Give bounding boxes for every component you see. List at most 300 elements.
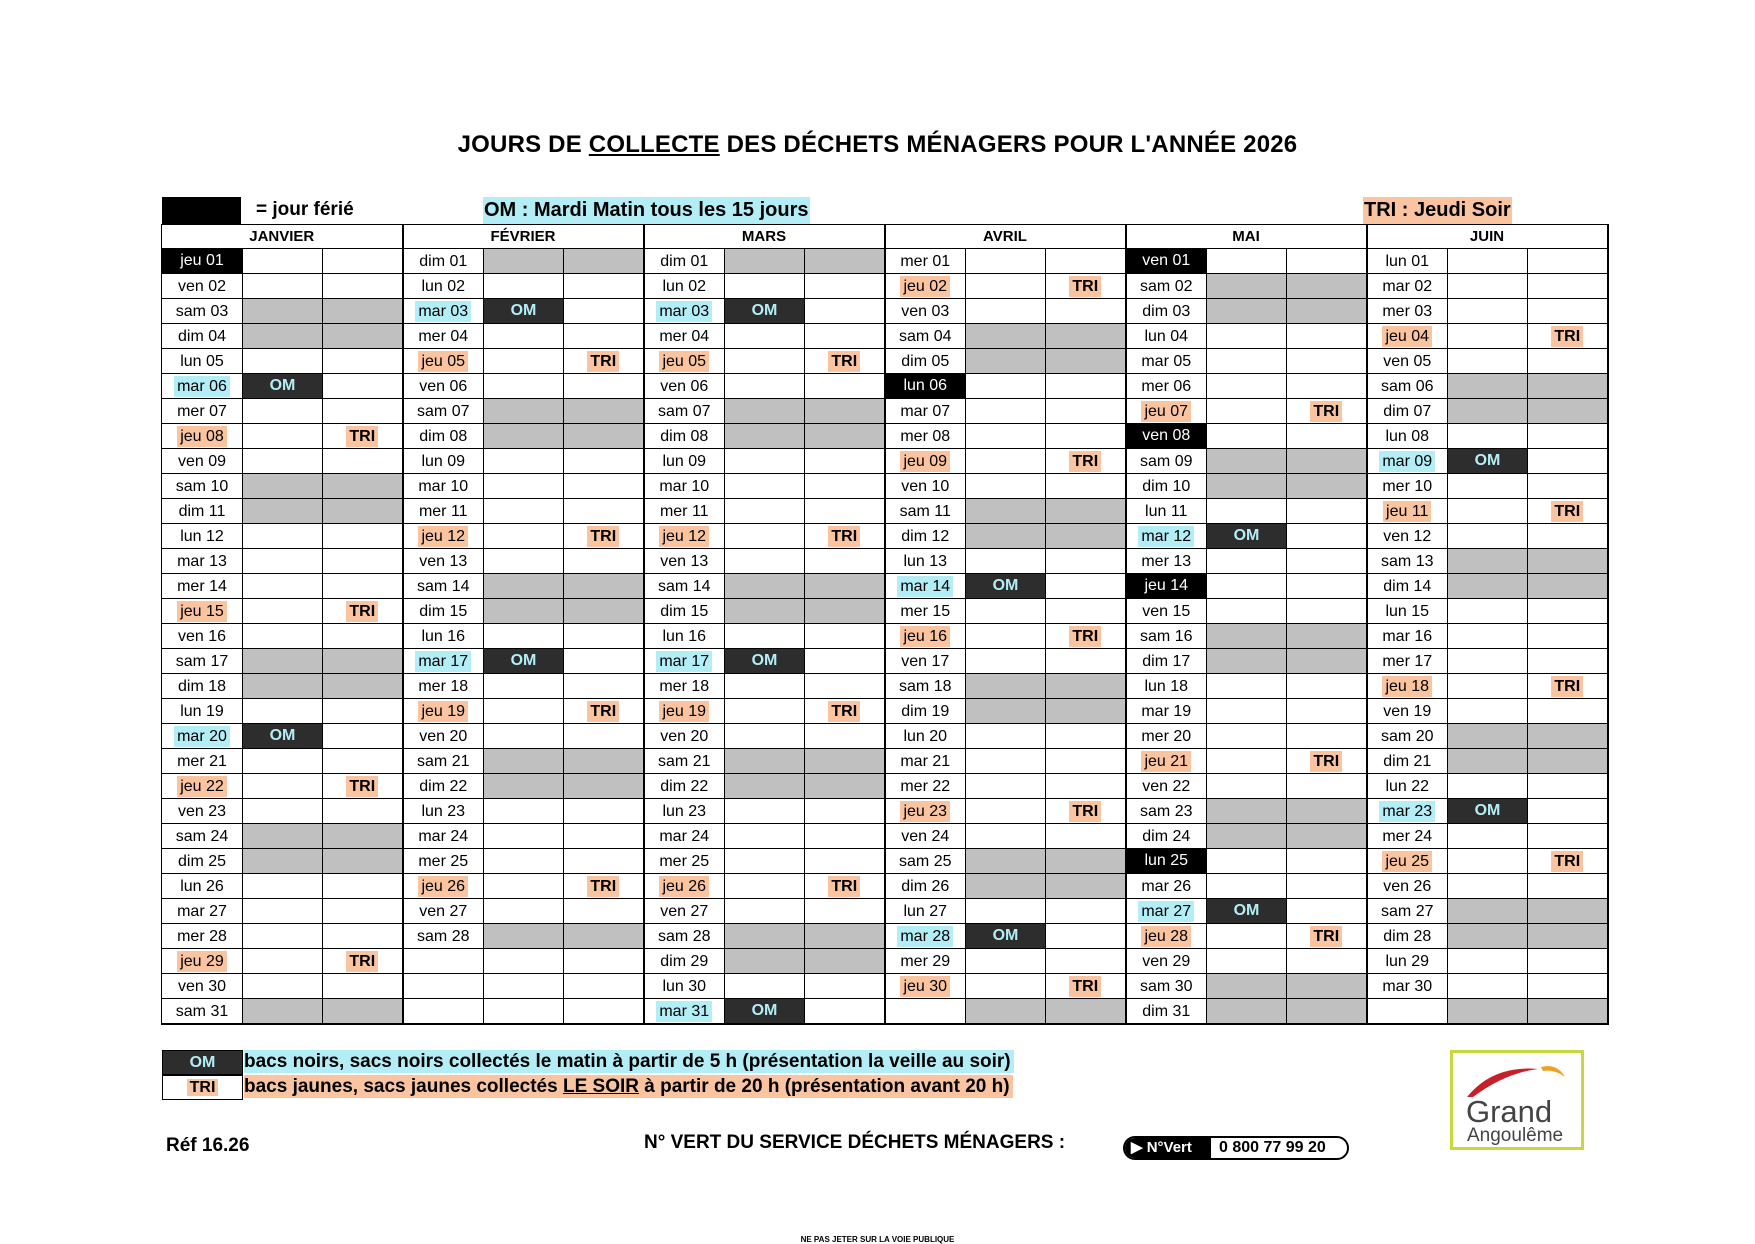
tri-cell (1287, 874, 1367, 899)
om-cell (243, 449, 323, 474)
tri-cell (805, 624, 885, 649)
om-cell (1207, 274, 1287, 299)
day-cell: dim 15 (403, 599, 484, 624)
day-cell: mer 21 (162, 749, 243, 774)
om-cell (966, 999, 1046, 1025)
day-cell: ven 03 (885, 299, 966, 324)
day-cell: mer 17 (1367, 649, 1448, 674)
om-cell (1448, 399, 1528, 424)
day-cell: sam 04 (885, 324, 966, 349)
day-cell: dim 12 (885, 524, 966, 549)
om-cell (1448, 724, 1528, 749)
tri-cell (1528, 524, 1608, 549)
day-cell: dim 28 (1367, 924, 1448, 949)
logo-swoosh-icon (1453, 1053, 1581, 1098)
day-cell: mar 03 (644, 299, 725, 324)
day-cell: mar 21 (885, 749, 966, 774)
om-cell (1448, 774, 1528, 799)
day-cell: ven 30 (162, 974, 243, 999)
om-cell (1448, 824, 1528, 849)
day-cell: jeu 19 (644, 699, 725, 724)
om-cell (725, 849, 805, 874)
table-row (162, 349, 1608, 374)
day-cell: dim 03 (1126, 299, 1207, 324)
om-cell (243, 474, 323, 499)
calendar-table (161, 224, 1609, 1025)
tri-cell (1287, 849, 1367, 874)
day-cell: ven 27 (403, 899, 484, 924)
tri-cell (564, 849, 644, 874)
legend-ferie-swatch (162, 197, 241, 224)
day-cell: mar 10 (403, 474, 484, 499)
key-om-box: OM (162, 1050, 243, 1075)
om-cell (243, 949, 323, 974)
day-cell: mar 30 (1367, 974, 1448, 999)
tri-cell (564, 299, 644, 324)
tri-cell (1287, 424, 1367, 449)
om-cell (1207, 724, 1287, 749)
tri-cell (564, 924, 644, 949)
om-cell: OM (966, 924, 1046, 949)
tri-cell: TRI (323, 949, 403, 974)
om-cell (725, 799, 805, 824)
om-cell (243, 799, 323, 824)
day-cell: mer 14 (162, 574, 243, 599)
om-cell (243, 424, 323, 449)
table-row (162, 899, 1608, 924)
tri-cell (1287, 949, 1367, 974)
day-cell: ven 06 (403, 374, 484, 399)
day-cell: ven 26 (1367, 874, 1448, 899)
om-cell (966, 824, 1046, 849)
day-cell: mer 25 (403, 849, 484, 874)
page-title: JOURS DE COLLECTE DES DÉCHETS MÉNAGERS POUR L'ANNÉE 2026 (457, 131, 1298, 158)
om-cell (966, 624, 1046, 649)
om-cell (484, 974, 564, 999)
om-cell (484, 574, 564, 599)
tri-cell: TRI (1046, 974, 1126, 999)
tri-cell (564, 899, 644, 924)
day-cell: lun 09 (644, 449, 725, 474)
day-cell: mar 19 (1126, 699, 1207, 724)
om-cell (243, 924, 323, 949)
day-cell: jeu 21 (1126, 749, 1207, 774)
om-cell (243, 499, 323, 524)
day-cell: mar 23 (1367, 799, 1448, 824)
om-cell (1207, 499, 1287, 524)
om-cell: OM (243, 724, 323, 749)
om-cell (966, 974, 1046, 999)
om-cell: OM (1448, 449, 1528, 474)
om-cell (1207, 424, 1287, 449)
tri-cell (1528, 249, 1608, 274)
tri-cell (1287, 999, 1367, 1025)
day-cell: ven 20 (644, 724, 725, 749)
tri-cell (323, 474, 403, 499)
tri-cell (1528, 349, 1608, 374)
day-cell: dim 01 (644, 249, 725, 274)
logo-word-grand: Grand (1466, 1094, 1553, 1129)
tri-cell (1528, 999, 1608, 1025)
om-cell (725, 974, 805, 999)
table-row (162, 774, 1608, 799)
table-row (162, 924, 1608, 949)
om-cell (966, 249, 1046, 274)
tri-cell (1046, 499, 1126, 524)
tri-cell (805, 549, 885, 574)
day-cell: mar 31 (644, 999, 725, 1025)
tri-cell (1528, 724, 1608, 749)
day-cell: lun 02 (403, 274, 484, 299)
om-cell (966, 749, 1046, 774)
tri-cell (323, 574, 403, 599)
om-cell (484, 274, 564, 299)
om-cell (484, 349, 564, 374)
tri-cell (564, 674, 644, 699)
day-cell: lun 29 (1367, 949, 1448, 974)
day-cell: jeu 16 (885, 624, 966, 649)
om-cell (1207, 249, 1287, 274)
tri-cell (805, 924, 885, 949)
tri-cell (1528, 399, 1608, 424)
tri-cell (1528, 774, 1608, 799)
key-tri-box: TRI (162, 1075, 243, 1100)
day-cell: sam 16 (1126, 624, 1207, 649)
tri-cell (805, 899, 885, 924)
month-header: MARS (644, 225, 885, 249)
day-cell: lun 19 (162, 699, 243, 724)
day-cell: ven 12 (1367, 524, 1448, 549)
tri-cell (323, 699, 403, 724)
tri-cell: TRI (1046, 274, 1126, 299)
om-cell (725, 674, 805, 699)
legend-om-label: OM : Mardi Matin tous les 15 jours (483, 197, 810, 224)
om-cell (484, 499, 564, 524)
day-cell: mer 25 (644, 849, 725, 874)
tri-cell (564, 999, 644, 1025)
tri-cell (323, 874, 403, 899)
tri-cell (564, 474, 644, 499)
day-cell: lun 23 (644, 799, 725, 824)
om-cell (1448, 524, 1528, 549)
day-cell: sam 14 (644, 574, 725, 599)
tri-cell (805, 474, 885, 499)
tri-cell (805, 949, 885, 974)
day-cell: mer 04 (644, 324, 725, 349)
logo-word-angouleme: Angoulême (1467, 1125, 1564, 1146)
om-cell (243, 649, 323, 674)
month-header: JANVIER (162, 225, 403, 249)
tri-cell: TRI (564, 874, 644, 899)
om-cell (1207, 574, 1287, 599)
tri-cell (323, 899, 403, 924)
om-cell (1207, 324, 1287, 349)
om-cell (243, 974, 323, 999)
om-cell (966, 874, 1046, 899)
day-cell: mer 15 (885, 599, 966, 624)
day-cell: lun 04 (1126, 324, 1207, 349)
om-cell (1448, 299, 1528, 324)
tri-cell (564, 724, 644, 749)
tri-cell (564, 774, 644, 799)
tri-cell (1046, 874, 1126, 899)
tri-cell (1287, 574, 1367, 599)
day-cell: mer 13 (1126, 549, 1207, 574)
om-cell (725, 599, 805, 624)
om-cell (1207, 949, 1287, 974)
om-cell (1207, 974, 1287, 999)
tri-cell (323, 324, 403, 349)
table-row (162, 674, 1608, 699)
day-cell: mar 09 (1367, 449, 1448, 474)
om-cell (1448, 499, 1528, 524)
day-cell: sam 25 (885, 849, 966, 874)
day-cell: mar 13 (162, 549, 243, 574)
om-cell (1207, 374, 1287, 399)
tri-cell (1046, 399, 1126, 424)
om-cell (484, 474, 564, 499)
om-cell (966, 274, 1046, 299)
tri-cell (1287, 249, 1367, 274)
day-cell: sam 14 (403, 574, 484, 599)
day-cell: ven 08 (1126, 424, 1207, 449)
day-cell: lun 20 (885, 724, 966, 749)
tri-cell (1046, 299, 1126, 324)
table-row (162, 749, 1608, 774)
om-cell (725, 549, 805, 574)
tri-cell: TRI (1046, 449, 1126, 474)
om-cell: OM (1448, 799, 1528, 824)
day-cell: ven 05 (1367, 349, 1448, 374)
day-cell: mar 12 (1126, 524, 1207, 549)
tri-cell: TRI (1528, 324, 1608, 349)
om-cell (484, 324, 564, 349)
table-row (162, 849, 1608, 874)
day-cell: sam 28 (403, 924, 484, 949)
table-row (162, 299, 1608, 324)
om-cell (1207, 649, 1287, 674)
day-cell: mer 01 (885, 249, 966, 274)
tri-cell (805, 599, 885, 624)
tri-cell (1287, 474, 1367, 499)
day-cell: lun 08 (1367, 424, 1448, 449)
tri-cell (1528, 924, 1608, 949)
om-cell (1448, 349, 1528, 374)
day-cell: ven 16 (162, 624, 243, 649)
om-cell (966, 799, 1046, 824)
om-cell (1448, 649, 1528, 674)
day-cell: mar 17 (403, 649, 484, 674)
tri-cell (1528, 649, 1608, 674)
day-cell: sam 17 (162, 649, 243, 674)
key-tri-text: bacs jaunes, sacs jaunes collectés LE SOIR à partir de 20 h (présentation avant 20 h) (244, 1075, 1013, 1098)
day-cell (1367, 999, 1448, 1025)
om-cell (725, 524, 805, 549)
tri-cell (323, 724, 403, 749)
om-cell (1207, 824, 1287, 849)
tri-cell (564, 374, 644, 399)
om-cell (725, 374, 805, 399)
tri-cell (1287, 549, 1367, 574)
day-cell: mar 10 (644, 474, 725, 499)
day-cell: jeu 01 (162, 249, 243, 274)
day-cell: jeu 05 (403, 349, 484, 374)
om-cell (1207, 799, 1287, 824)
tri-cell (323, 749, 403, 774)
om-cell (484, 399, 564, 424)
om-cell (966, 849, 1046, 874)
om-cell (725, 699, 805, 724)
table-row (162, 499, 1608, 524)
om-cell (1207, 449, 1287, 474)
om-cell (1448, 949, 1528, 974)
om-cell (1207, 874, 1287, 899)
om-cell (725, 874, 805, 899)
tri-cell (1046, 524, 1126, 549)
om-cell (1448, 674, 1528, 699)
phone-badge (1123, 1136, 1349, 1160)
day-cell: sam 13 (1367, 549, 1448, 574)
day-cell: mar 06 (162, 374, 243, 399)
day-cell: mer 18 (403, 674, 484, 699)
om-cell (1448, 699, 1528, 724)
tri-cell (1046, 424, 1126, 449)
tri-cell (564, 549, 644, 574)
day-cell: mar 27 (162, 899, 243, 924)
om-cell (966, 374, 1046, 399)
tri-cell (1528, 824, 1608, 849)
tri-cell (1528, 274, 1608, 299)
tri-cell (564, 324, 644, 349)
table-row (162, 824, 1608, 849)
tri-cell (1528, 599, 1608, 624)
key-om-text: bacs noirs, sacs noirs collectés le matin à partir de 5 h (présentation la veille au soir) (244, 1050, 1014, 1073)
om-cell (243, 349, 323, 374)
om-cell (243, 774, 323, 799)
om-cell (725, 624, 805, 649)
om-cell (243, 899, 323, 924)
om-cell (725, 474, 805, 499)
om-cell (1448, 374, 1528, 399)
tri-cell (323, 524, 403, 549)
table-row (162, 624, 1608, 649)
day-cell: ven 24 (885, 824, 966, 849)
table-row (162, 649, 1608, 674)
om-cell (966, 349, 1046, 374)
day-cell: dim 05 (885, 349, 966, 374)
tri-cell (564, 499, 644, 524)
tri-cell (1528, 474, 1608, 499)
om-cell (243, 524, 323, 549)
day-cell (403, 974, 484, 999)
day-cell: jeu 02 (885, 274, 966, 299)
tri-cell (1528, 699, 1608, 724)
om-cell (966, 524, 1046, 549)
day-cell: lun 05 (162, 349, 243, 374)
tri-cell (805, 774, 885, 799)
day-cell: jeu 18 (1367, 674, 1448, 699)
tri-cell (564, 624, 644, 649)
tri-cell: TRI (805, 349, 885, 374)
day-cell: ven 29 (1126, 949, 1207, 974)
tri-cell (1287, 799, 1367, 824)
tri-cell (1287, 374, 1367, 399)
om-cell (484, 849, 564, 874)
day-cell (403, 949, 484, 974)
day-cell: sam 30 (1126, 974, 1207, 999)
om-cell (1448, 624, 1528, 649)
tri-cell (564, 824, 644, 849)
om-cell (725, 324, 805, 349)
tri-cell (1528, 424, 1608, 449)
om-cell (966, 549, 1046, 574)
om-cell (1207, 349, 1287, 374)
day-cell: jeu 30 (885, 974, 966, 999)
tri-cell (323, 299, 403, 324)
tri-cell (805, 974, 885, 999)
day-cell: mar 26 (1126, 874, 1207, 899)
om-cell (966, 774, 1046, 799)
day-cell: ven 01 (1126, 249, 1207, 274)
day-cell: lun 13 (885, 549, 966, 574)
om-cell (484, 599, 564, 624)
om-cell (484, 749, 564, 774)
tri-cell (1046, 374, 1126, 399)
om-cell (966, 474, 1046, 499)
tri-cell: TRI (1287, 749, 1367, 774)
om-cell (243, 674, 323, 699)
om-cell (1207, 774, 1287, 799)
day-cell: sam 18 (885, 674, 966, 699)
table-row (162, 999, 1608, 1025)
day-cell: mar 28 (885, 924, 966, 949)
day-cell: ven 15 (1126, 599, 1207, 624)
om-cell (484, 874, 564, 899)
om-cell (725, 249, 805, 274)
day-cell: sam 07 (403, 399, 484, 424)
day-cell: lun 15 (1367, 599, 1448, 624)
tri-cell: TRI (1046, 799, 1126, 824)
day-cell: ven 19 (1367, 699, 1448, 724)
tri-cell (1287, 524, 1367, 549)
day-cell: ven 09 (162, 449, 243, 474)
tri-cell (1287, 899, 1367, 924)
tri-cell (323, 499, 403, 524)
tri-cell (805, 374, 885, 399)
day-cell: ven 13 (644, 549, 725, 574)
day-cell: mar 24 (403, 824, 484, 849)
om-cell: OM (484, 299, 564, 324)
om-cell (484, 249, 564, 274)
day-cell: lun 06 (885, 374, 966, 399)
tri-cell (805, 749, 885, 774)
day-cell: ven 02 (162, 274, 243, 299)
day-cell: mar 16 (1367, 624, 1448, 649)
om-cell (1207, 624, 1287, 649)
tri-cell (564, 424, 644, 449)
day-cell: sam 20 (1367, 724, 1448, 749)
tri-cell (805, 324, 885, 349)
om-cell (484, 899, 564, 924)
tri-cell (805, 649, 885, 674)
om-cell (243, 999, 323, 1025)
tri-cell (1528, 749, 1608, 774)
tri-cell: TRI (805, 874, 885, 899)
legend-ferie-label: = jour férié (256, 199, 354, 220)
om-cell (484, 524, 564, 549)
day-cell: dim 25 (162, 849, 243, 874)
om-cell (966, 599, 1046, 624)
